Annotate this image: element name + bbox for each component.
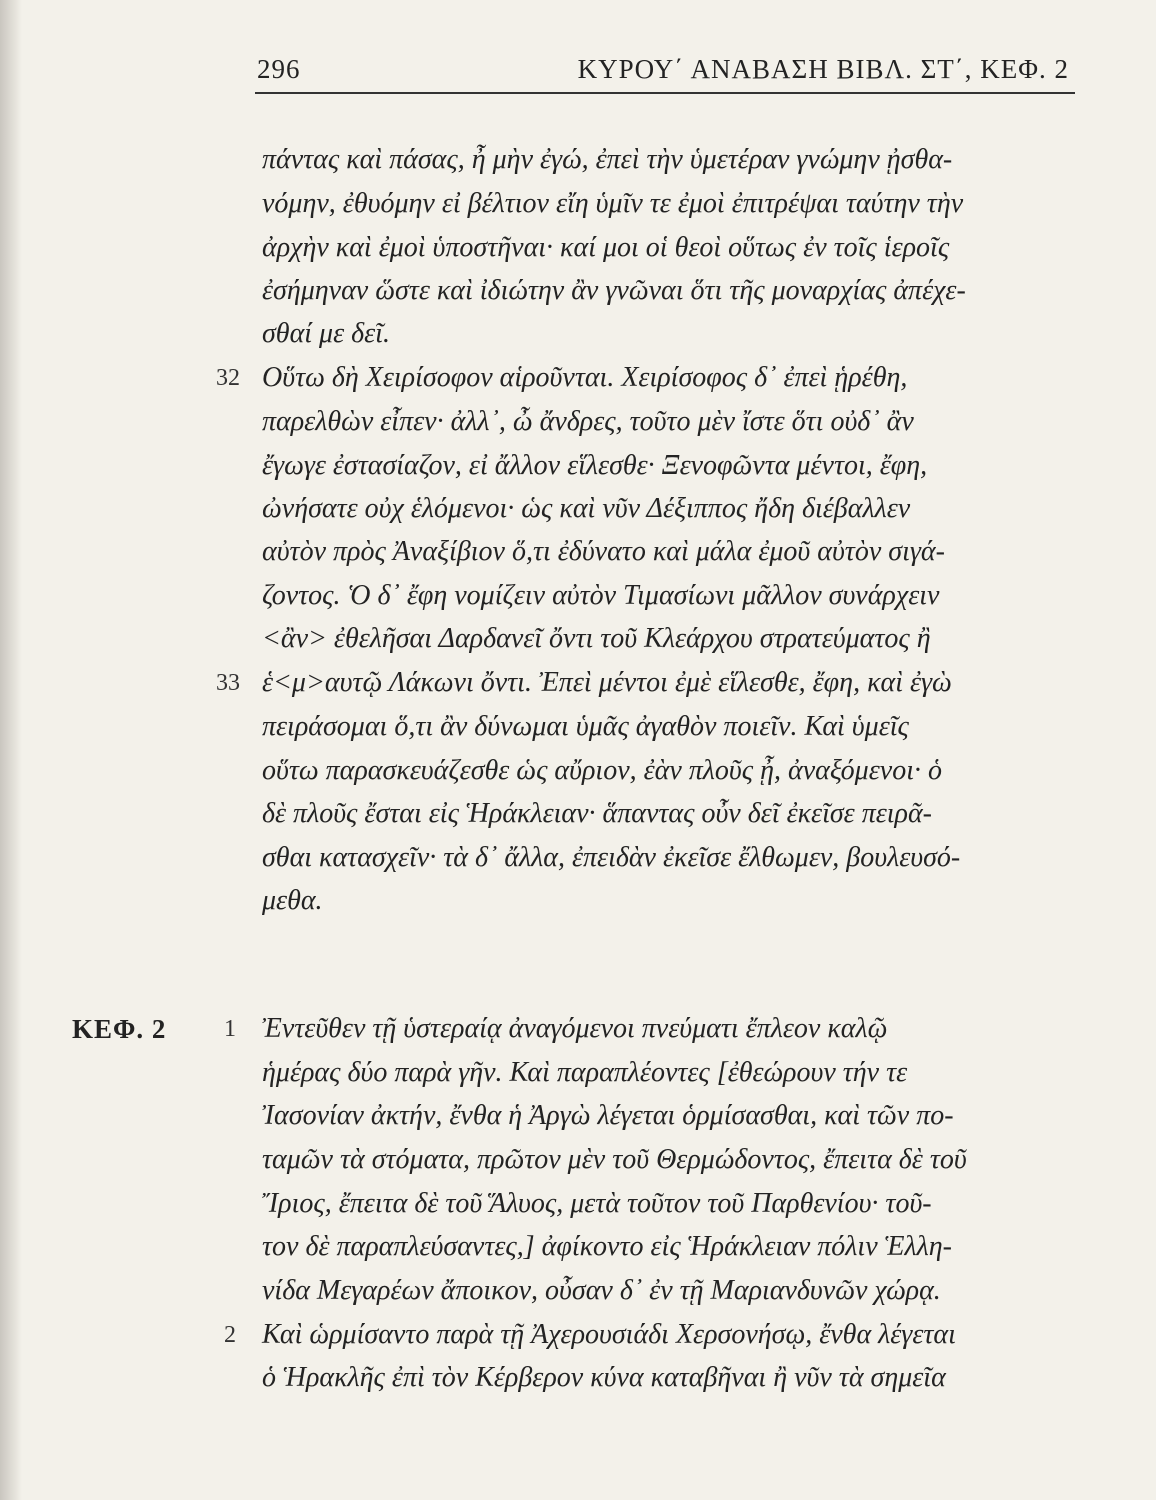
text-line: πάντας καὶ πάσας, ἦ μὴν ἐγώ, ἐπεὶ τὴν ὑμετέραν γνώμην ᾐσθα- <box>262 144 953 175</box>
section-number: 1 <box>224 1016 236 1042</box>
text-line: ὁ Ἡρακλῆς ἐπὶ τὸν Κέρβερον κύνα καταβῆναι ἢ νῦν τὰ σημεῖα <box>262 1362 946 1393</box>
text-line: ζοντος. Ὁ δ᾽ ἔφη νομίζειν αὐτὸν Τιμασίωνι μᾶλλον συνάρχειν <box>262 580 940 611</box>
text-line: δὲ πλοῦς ἔσται εἰς Ἡράκλειαν· ἅπαντας οὖν δεῖ ἐκεῖσε πειρᾶ- <box>262 798 932 829</box>
page-edge-shadow <box>0 0 22 1500</box>
text-line: πειράσομαι ὅ,τι ἂν δύνωμαι ὑμᾶς ἀγαθὸν ποιεῖν. Καὶ ὑμεῖς <box>262 711 909 742</box>
text-line: ἐσήμηναν ὥστε καὶ ἰδιώτην ἂν γνῶναι ὅτι τῆς μοναρχίας ἀπέχε- <box>262 275 966 306</box>
text-line: οὕτω παρασκευάζεσθε ὡς αὔριον, ἐὰν πλοῦς ᾖ, ἀναξόμενοι· ὁ <box>262 755 942 786</box>
section-number: 32 <box>216 365 240 391</box>
text-line: Ἴριος, ἔπειτα δὲ τοῦ Ἅλυος, μετὰ τοῦτον τοῦ Παρθενίου· τοῦ- <box>262 1188 932 1219</box>
text-line: ταμῶν τὰ στόματα, πρῶτον μὲν τοῦ Θερμώδοντος, ἔπειτα δὲ τοῦ <box>262 1144 967 1175</box>
text-line: σθαι κατασχεῖν· τὰ δ᾽ ἄλλα, ἐπειδὰν ἐκεῖσε ἔλθωμεν, βουλευσό- <box>262 842 961 873</box>
text-line: παρελθὼν εἶπεν· ἀλλ᾽, ὦ ἄνδρες, τοῦτο μὲν ἴστε ὅτι οὐδ᾽ ἂν <box>262 406 914 437</box>
chapter-label: ΚΕΦ. 2 <box>72 1014 167 1044</box>
text-line: <ἂν> ἐθελῆσαι Δαρδανεῖ ὄντι τοῦ Κλεάρχου στρατεύματος ἢ <box>262 623 931 654</box>
text-line: νόμην, ἐθυόμην εἰ βέλτιον εἴη ὑμῖν τε ἐμοὶ ἐπιτρέψαι ταύτην τὴν <box>262 188 964 219</box>
text-line: ὠνήσατε οὐχ ἑλόμενοι· ὡς καὶ νῦν Δέξιππος ἤδη διέβαλλεν <box>262 493 911 524</box>
text-line: ἔγωγε ἐστασίαζον, εἰ ἄλλον εἵλεσθε· Ξενοφῶντα μέντοι, ἔφη, <box>262 450 928 481</box>
text-line: μεθα. <box>262 885 323 916</box>
page-number: 296 <box>257 54 301 84</box>
text-line: νίδα Μεγαρέων ἄποικον, οὖσαν δ᾽ ἐν τῇ Μαριανδυνῶν χώρᾳ. <box>262 1275 941 1306</box>
page-header <box>255 48 1075 94</box>
text-line: τον δὲ παραπλεύσαντες,] ἀφίκοντο εἰς Ἡράκλειαν πόλιν Ἑλλη- <box>262 1231 952 1262</box>
section-number: 33 <box>216 670 240 696</box>
text-line: ἡμέρας δύο παρὰ γῆν. Καὶ παραπλέοντες [ἐθεώρουν τήν τε <box>262 1057 908 1088</box>
text-line: Ἐντεῦθεν τῇ ὑστεραίᾳ ἀναγόμενοι πνεύματι ἔπλεον καλῷ <box>262 1013 888 1044</box>
text-line: ἑ<μ>αυτῷ Λάκωνι ὄντι. Ἐπεὶ μέντοι ἐμὲ εἵλεσθε, ἔφη, καὶ ἐγὼ <box>262 667 952 698</box>
text-line: Ἰασονίαν ἀκτήν, ἔνθα ἡ Ἀργὼ λέγεται ὁρμίσασθαι, καὶ τῶν πο- <box>262 1100 954 1131</box>
text-line: αὐτὸν πρὸς Ἀναξίβιον ὅ,τι ἐδύνατο καὶ μάλα ἐμοῦ αὐτὸν σιγά- <box>262 536 945 567</box>
text-line: σθαί με δεῖ. <box>262 318 390 349</box>
text-line: ἀρχὴν καὶ ἐμοὶ ὑποστῆναι· καί μοι οἱ θεοὶ οὕτως ἐν τοῖς ἱεροῖς <box>262 232 950 263</box>
running-head: ΚΥΡΟΥ΄ ΑΝΑΒΑΣΗ ΒΙΒΛ. ΣΤ΄, ΚΕΦ. 2 <box>577 54 1069 84</box>
section-number: 2 <box>224 1322 236 1348</box>
text-line: Οὕτω δὴ Χειρίσοφον αἱροῦνται. Χειρίσοφος δ᾽ ἐπεὶ ᾑρέθη, <box>262 362 908 393</box>
text-line: Καὶ ὡρμίσαντο παρὰ τῇ Ἀχερουσιάδι Χερσονήσῳ, ἔνθα λέγεται <box>262 1319 956 1350</box>
